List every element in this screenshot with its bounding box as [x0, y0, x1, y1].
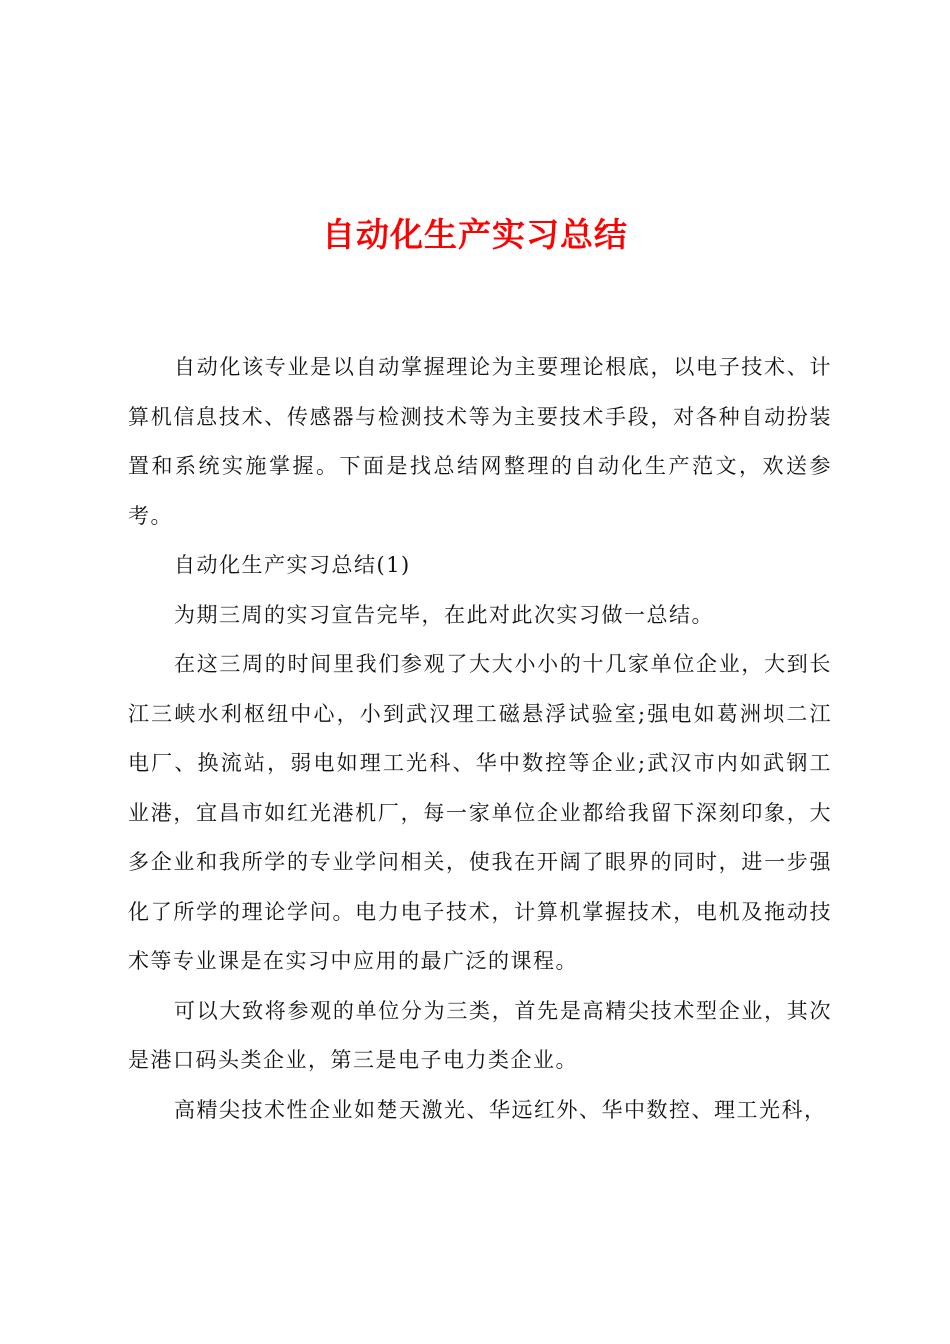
paragraph: 在这三周的时间里我们参观了大大小小的十几家单位企业，大到长江三峡水利枢纽中心，小到武汉理工磁悬浮试验室;强电如葛洲坝二江电厂、换流站，弱电如理工光科、华中数控等企业;武汉市内如武钢工业港，宜昌市如红光港机厂，每一家单位企业都给我留下深刻印象，大多企业和我所学的专业学问相关，使我在开阔了眼界的同时，进一步强化了所学的理论学问。电力电子技术，计算机掌握技术，电机及拖动技术等专业课是在实习中应用的最广泛的课程。 — [128, 652, 832, 973]
paragraph-section-heading: 自动化生产实习总结(1) — [174, 553, 411, 577]
document-title: 自动化生产实习总结 — [322, 215, 628, 254]
paragraph-intro: 自动化该专业是以自动掌握理论为主要理论根底，以电子技术、计算机信息技术、传感器与检测技术等为主要技术手段，对各种自动扮装置和系统实施掌握。下面是找总结网整理的自动化生产范文，欢送参考。 — [128, 355, 832, 528]
paragraph: 可以大致将参观的单位分为三类，首先是高精尖技术型企业，其次是港口码头类企业，第三是电子电力类企业。 — [128, 998, 832, 1072]
paragraph: 为期三周的实习宣告完毕，在此对此次实习做一总结。 — [174, 602, 714, 627]
paragraph: 高精尖技术性企业如楚天激光、华远红外、华中数控、理工光科， — [174, 1097, 827, 1122]
document-body — [128, 343, 832, 1135]
